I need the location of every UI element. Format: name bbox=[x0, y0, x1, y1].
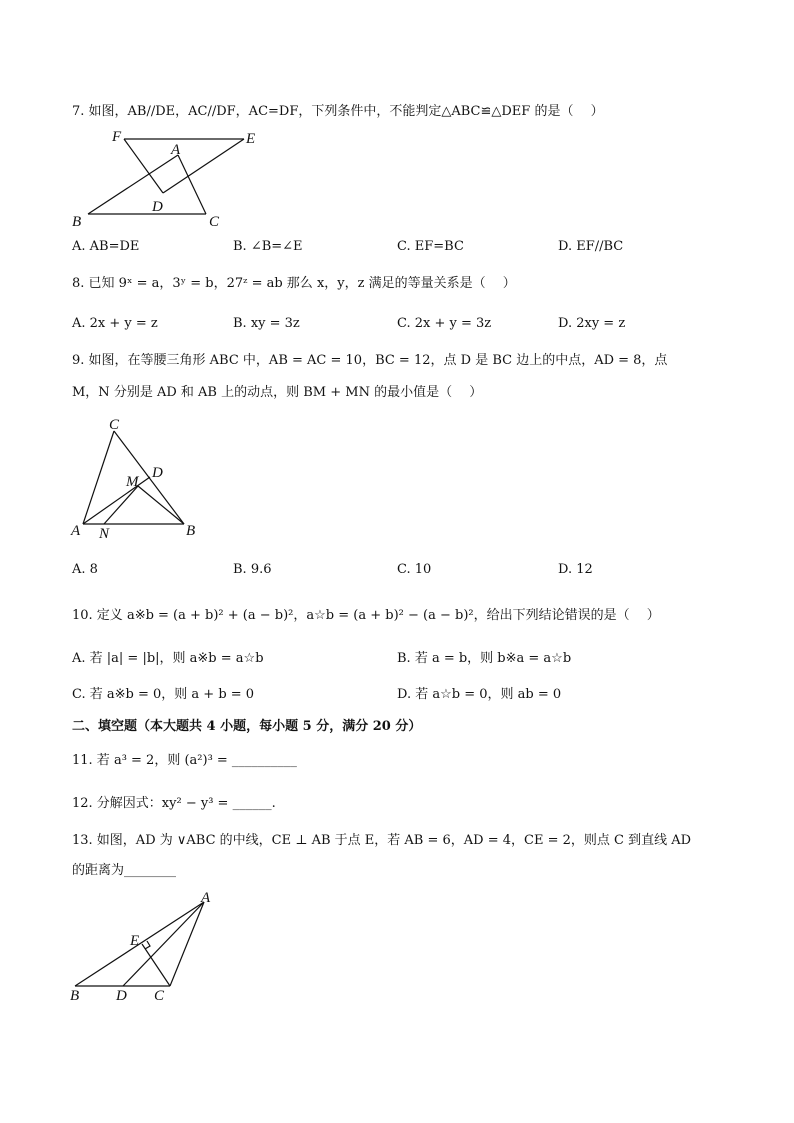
q7-label-d: D bbox=[152, 199, 163, 215]
q9-stem-line1: 9. 如图，在等腰三角形 ABC 中，AB = AC = 10，BC = 12，点 D 是 BC 边上的中点，AD = 8，点 bbox=[72, 353, 668, 368]
q9-label-c: C bbox=[109, 417, 120, 433]
q13-right-angle-mark bbox=[145, 941, 150, 949]
q9-segment-bm bbox=[138, 486, 184, 524]
q12-stem: 12. 分解因式：xy² − y³ = ______. bbox=[72, 796, 276, 811]
q8-option-c[interactable]: C. 2x + y = 3z bbox=[397, 316, 492, 331]
q8-option-b[interactable]: B. xy = 3z bbox=[233, 316, 300, 331]
q7-option-d[interactable]: D. EF//BC bbox=[558, 239, 624, 254]
q9-label-n: N bbox=[99, 526, 110, 542]
q13-label-d: D bbox=[116, 988, 127, 1004]
q9-label-m: M bbox=[126, 474, 139, 490]
q7-segment-ba bbox=[88, 155, 178, 214]
q9-option-c[interactable]: C. 10 bbox=[397, 562, 432, 577]
q8-stem: 8. 已知 9ˣ = a，3ʸ = b，27ᶻ = ab 那么 x，y，z 满足的等量关系是（ ） bbox=[72, 276, 516, 291]
q7-option-b[interactable]: B. ∠B=∠E bbox=[233, 239, 303, 254]
q9-figure bbox=[66, 413, 216, 543]
section2-heading: 二、填空题（本大题共 4 小题，每小题 5 分，满分 20 分） bbox=[72, 719, 422, 734]
q13-stem-line1: 13. 如图，AD 为 ∨ABC 的中线，CE ⊥ AB 于点 E，若 AB = 6，AD = 4，CE = 2，则点 C 到直线 AD bbox=[72, 833, 692, 848]
q9-stem-line2: M，N 分别是 AD 和 AB 上的动点，则 BM + MN 的最小值是（ ） bbox=[72, 385, 483, 400]
q13-label-c: C bbox=[154, 988, 165, 1004]
q13-figure bbox=[66, 890, 226, 1005]
q13-label-b: B bbox=[70, 988, 80, 1004]
q9-option-d[interactable]: D. 12 bbox=[558, 562, 593, 577]
q10-option-b[interactable]: B. 若 a = b，则 b※a = a☆b bbox=[397, 651, 572, 666]
q8-option-d[interactable]: D. 2xy = z bbox=[558, 316, 626, 331]
q9-option-a[interactable]: A. 8 bbox=[72, 562, 98, 577]
q9-label-b: B bbox=[186, 523, 196, 539]
q7-stem: 7. 如图，AB//DE，AC//DF，AC=DF，下列条件中，不能判定△ABC≌△DEF 的是（ ） bbox=[72, 104, 604, 119]
q7-option-c[interactable]: C. EF=BC bbox=[397, 239, 464, 254]
q7-label-a: A bbox=[171, 142, 181, 158]
q7-segment-fd bbox=[124, 139, 163, 193]
q10-option-c[interactable]: C. 若 a※b = 0，则 a + b = 0 bbox=[72, 687, 255, 702]
q13-segment-ce bbox=[142, 944, 170, 986]
q9-segment-ad bbox=[83, 477, 150, 524]
q9-label-d: D bbox=[152, 465, 163, 481]
q10-stem: 10. 定义 a※b = (a + b)² + (a − b)²，a☆b = (a + b)² − (a − b)²，给出下列结论错误的是（ ） bbox=[72, 608, 660, 623]
q10-option-a[interactable]: A. 若 |a| = |b|，则 a※b = a☆b bbox=[72, 651, 264, 666]
q7-label-f: F bbox=[112, 129, 122, 145]
q7-label-b: B bbox=[72, 214, 82, 230]
q13-segment-ac bbox=[170, 902, 204, 986]
q11-stem: 11. 若 a³ = 2，则 (a²)³ = __________ bbox=[72, 753, 297, 768]
q7-label-c: C bbox=[209, 214, 220, 230]
q7-figure bbox=[66, 125, 266, 235]
q8-option-a[interactable]: A. 2x + y = z bbox=[72, 316, 158, 331]
q7-option-a[interactable]: A. AB=DE bbox=[72, 239, 140, 254]
q7-label-e: E bbox=[246, 131, 256, 147]
q10-option-d[interactable]: D. 若 a☆b = 0，则 ab = 0 bbox=[397, 687, 562, 702]
q13-label-a: A bbox=[201, 890, 211, 906]
q9-segment-ac bbox=[83, 431, 114, 524]
q9-label-a: A bbox=[71, 523, 81, 539]
q7-segment-ac bbox=[178, 155, 206, 214]
q13-label-e: E bbox=[130, 933, 140, 949]
q9-option-b[interactable]: B. 9.6 bbox=[233, 562, 272, 577]
q13-stem-line2: 的距离为________ bbox=[72, 863, 177, 878]
q13-segment-ab bbox=[75, 902, 204, 986]
